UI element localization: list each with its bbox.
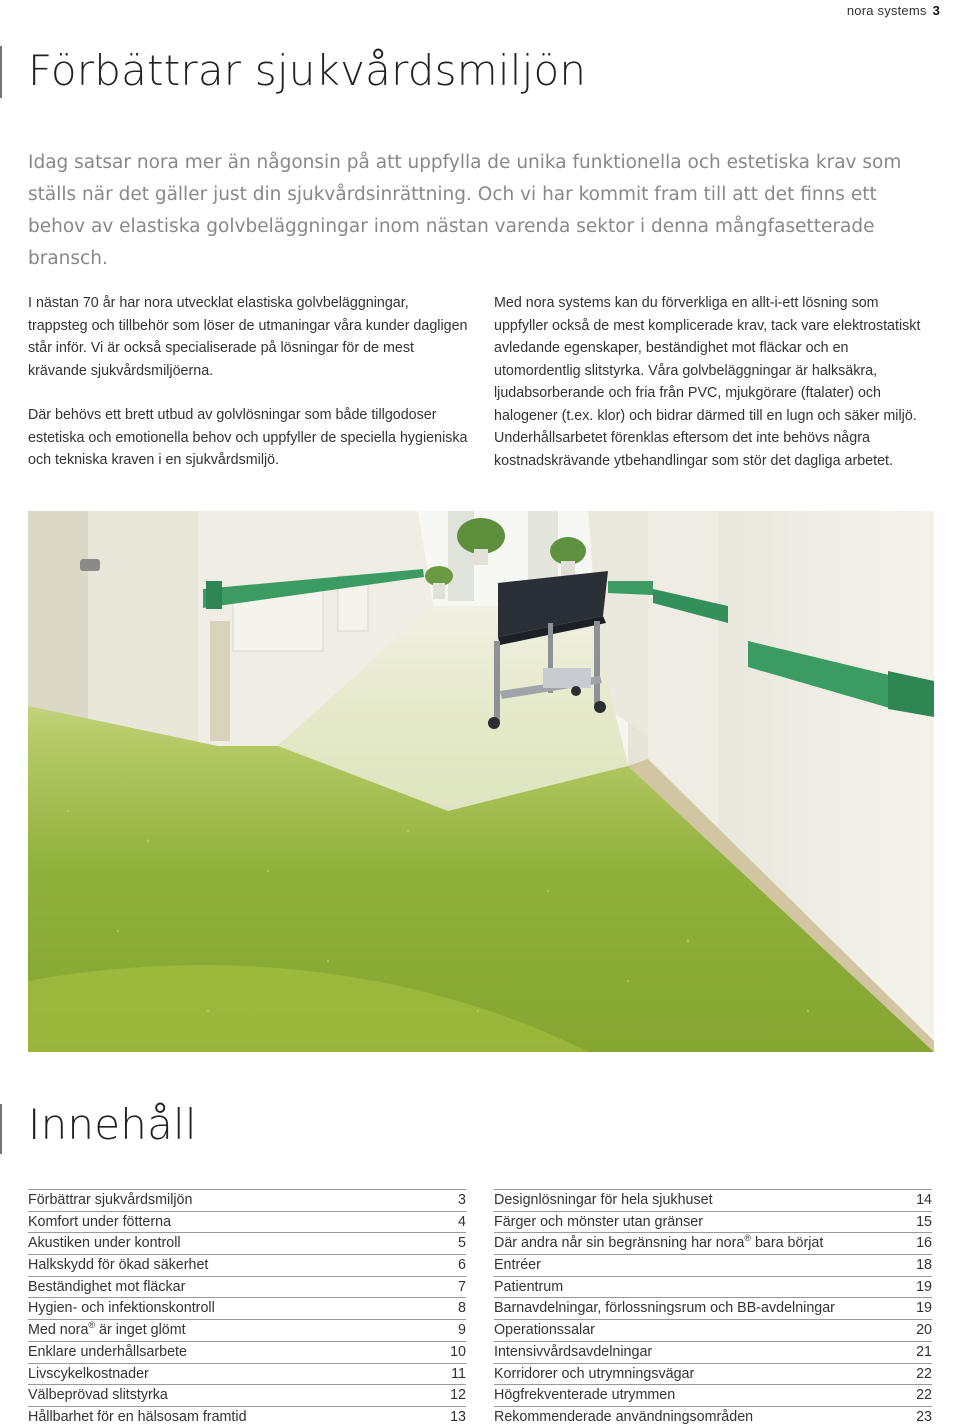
toc-entry-label: Rekommenderade användningsområden	[494, 1408, 754, 1425]
toc-entry[interactable]	[28, 1363, 466, 1385]
toc-entry[interactable]	[28, 1211, 466, 1233]
toc-entry-label: Livscykelkostnader	[28, 1365, 149, 1382]
toc-entry[interactable]	[28, 1232, 466, 1254]
toc-entry-page: 16	[916, 1235, 932, 1252]
body-column-right	[494, 292, 934, 494]
toc-entry-label: Designlösningar för hela sjukhuset	[494, 1192, 713, 1208]
toc-entry[interactable]	[494, 1384, 932, 1406]
toc-entry-label: Med nora® är inget glömt	[28, 1320, 186, 1339]
toc-entry[interactable]	[494, 1297, 932, 1319]
toc-entry-page: 6	[458, 1257, 466, 1274]
toc-entry-label: Beständighet mot fläckar	[28, 1278, 186, 1295]
toc-entry-page: 3	[458, 1192, 466, 1208]
toc-entry-page: 12	[450, 1387, 466, 1404]
toc-entry[interactable]	[28, 1276, 466, 1298]
toc-entry-page: 23	[916, 1408, 932, 1425]
toc-entry-label: Barnavdelningar, förlossningsrum och BB-avdelningar	[494, 1300, 835, 1317]
toc-entry[interactable]	[494, 1341, 932, 1363]
toc-entry-label: Korridorer och utrymningsvägar	[494, 1365, 695, 1382]
toc-entry[interactable]	[494, 1363, 932, 1385]
toc-entry[interactable]	[28, 1384, 466, 1406]
toc-entry-label: Högfrekventerade utrymmen	[494, 1387, 676, 1404]
toc-entry[interactable]	[494, 1276, 932, 1298]
page-number: 3	[932, 3, 940, 18]
toc-entry-page: 18	[916, 1257, 932, 1274]
toc-entry-label: Operationssalar	[494, 1322, 595, 1339]
title-accent-bar	[0, 46, 2, 98]
toc-entry-page: 19	[916, 1278, 932, 1295]
toc-entry-page: 8	[458, 1300, 466, 1317]
toc-entry-label: Hållbarhet för en hälsosam framtid	[28, 1408, 247, 1425]
toc-entry[interactable]	[28, 1319, 466, 1341]
toc-entry-label: Entréer	[494, 1257, 541, 1274]
toc-entry-label: Patientrum	[494, 1278, 564, 1295]
toc-entry-label: Komfort under fötterna	[28, 1213, 172, 1230]
toc-entry-page: 7	[458, 1278, 466, 1295]
toc-column-left	[28, 1189, 466, 1428]
corridor-photo	[28, 511, 934, 1052]
running-header	[847, 3, 940, 18]
toc-entry[interactable]	[494, 1319, 932, 1341]
toc-entry-page: 10	[450, 1343, 466, 1360]
body-paragraph: Med nora systems kan du förverkliga en allt-i-ett lösning som uppfyller också de mest komplicerade krav, tack vare elektrostatiskt avledande egenskaper, beständighet mot fläckar och en utomordentlig slitstyrka. Våra golvbeläggningar är halksäkra, ljudabsorberande och fria från PVC, mjukgörare (ftalater) och halogener (t.ex. klor) och bidrar därmed till en lugn och säker miljö. Underhållsarbetet förenklas eftersom det inte behövs några kostnadskrävande ytbehandlingar som stör det dagliga arbetet.	[494, 295, 921, 469]
body-column-left	[28, 292, 468, 494]
body-paragraph: I nästan 70 år har nora utvecklat elastiska golvbeläggningar, trappsteg och tillbehör som löser de utmaningar våra kunder dagligen står inför. Vi är också specialiserade på lösningar för de mest krävande sjukvårdsmiljöerna.	[28, 295, 468, 379]
toc-entry-page: 15	[916, 1213, 932, 1230]
toc-entry[interactable]	[28, 1297, 466, 1319]
toc-entry-label: Förbättrar sjukvårdsmiljön	[28, 1192, 193, 1208]
corridor-illustration	[28, 511, 934, 1052]
page-title: Förbättrar sjukvårdsmiljön	[28, 46, 587, 95]
contents-accent-bar	[0, 1104, 2, 1154]
toc-entry-label: Akustiken under kontroll	[28, 1235, 181, 1252]
contents-title: Innehåll	[28, 1100, 197, 1149]
toc-entry-page: 22	[916, 1387, 932, 1404]
toc-entry-page: 20	[916, 1322, 932, 1339]
toc-entry-page: 19	[916, 1300, 932, 1317]
toc-entry-label: Enklare underhållsarbete	[28, 1343, 187, 1360]
toc-entry-page: 14	[916, 1192, 932, 1208]
toc-entry-page: 9	[458, 1322, 466, 1339]
brand-name: nora systems	[846, 3, 927, 18]
toc-entry-page: 5	[458, 1235, 466, 1252]
toc-entry[interactable]	[494, 1232, 932, 1254]
lead-paragraph: Idag satsar nora mer än någonsin på att uppfylla de unika funktionella och estetiska krav som ställs när det gäller just din sjukvårdsinrättning. Och vi har kommit fram till att det finns ett behov av elastiska golvbeläggningar inom nästan varenda sektor i denna mångfasetterade bransch.	[28, 152, 902, 269]
toc-entry[interactable]	[28, 1406, 466, 1428]
toc-entry-label: Där andra når sin begränsning har nora® bara börjat	[494, 1233, 824, 1252]
toc-entry[interactable]	[28, 1341, 466, 1363]
toc-entry[interactable]	[28, 1254, 466, 1276]
toc-entry[interactable]	[494, 1189, 932, 1211]
toc-entry-page: 22	[916, 1365, 932, 1382]
toc-entry[interactable]	[494, 1211, 932, 1233]
toc-entry[interactable]	[28, 1189, 466, 1211]
toc-entry-page: 4	[458, 1213, 466, 1230]
toc-entry-label: Hygien- och infektionskontroll	[28, 1300, 215, 1317]
toc-column-right	[494, 1189, 932, 1428]
toc-entry-label: Färger och mönster utan gränser	[494, 1213, 703, 1230]
body-paragraph: Där behövs ett brett utbud av golvlösningar som både tillgodoser estetiska och emotionella behov och uppfyller de speciella hygieniska och tekniska kraven i en sjukvårdsmiljö.	[28, 407, 468, 468]
toc-entry[interactable]	[494, 1254, 932, 1276]
toc-entry-page: 11	[451, 1365, 466, 1382]
toc-entry-label: Intensivvårdsavdelningar	[494, 1343, 653, 1360]
toc-entry-label: Halkskydd för ökad säkerhet	[28, 1257, 209, 1274]
toc-entry-page: 13	[450, 1408, 466, 1425]
toc-entry-page: 21	[916, 1343, 932, 1360]
toc-entry[interactable]	[494, 1406, 932, 1428]
toc-entry-label: Välbeprövad slitstyrka	[28, 1387, 168, 1404]
